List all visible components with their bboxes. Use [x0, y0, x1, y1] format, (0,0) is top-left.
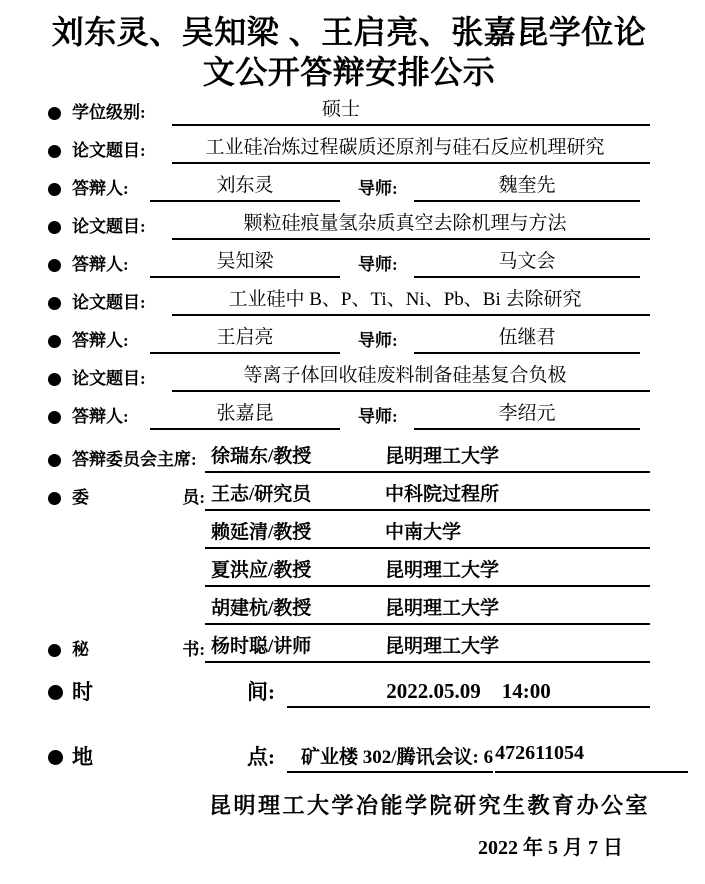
issuing-office: 昆明理工大学冶能学院研究生教育办公室 [208, 793, 650, 818]
advisor-label: 导师: [358, 331, 398, 351]
member-person: 夏洪应/教授 [211, 560, 312, 582]
secretary-value [205, 635, 650, 663]
secretary-person: 杨时聪/讲师 [211, 636, 312, 658]
bullet-col [48, 644, 72, 663]
thesis-row [48, 202, 650, 240]
bullet-icon [48, 259, 61, 272]
bullet-icon [48, 411, 61, 424]
thesis-label: 论文题目: [72, 293, 146, 313]
bullet-icon [48, 644, 61, 657]
member-org: 昆明理工大学 [385, 598, 500, 620]
advisor-label: 导师: [358, 407, 398, 427]
bullet-icon [48, 297, 61, 310]
bullet-icon [48, 454, 61, 467]
bullet-icon [48, 221, 61, 234]
issue-date: 2022 年 5 月 7 日 [478, 837, 623, 859]
secretary-label [72, 641, 205, 663]
secretary-label-last: 书: [182, 640, 205, 660]
bullet-icon [48, 145, 61, 158]
defender-row [48, 164, 650, 202]
committee-member-row [48, 511, 650, 549]
venue-text: 矿业楼 302/腾讯会议: 6 [287, 742, 493, 773]
secretary-row [48, 625, 650, 663]
defender-label: 答辩人: [72, 179, 129, 199]
defender-row [48, 392, 650, 430]
venue-label-last: 点: [247, 744, 275, 769]
member-value [205, 521, 650, 549]
advisor-label: 导师: [358, 255, 398, 275]
thesis-title: 等离子体回收硅废料制备硅基复合负极 [172, 364, 650, 392]
bullet-icon [48, 107, 61, 120]
time-value: 2022.05.09 14:00 [287, 678, 650, 708]
venue-label [72, 746, 275, 773]
page-title-line2: 文公开答辩安排公示 [202, 54, 496, 90]
advisor-name: 李绍元 [414, 402, 640, 430]
defender-row [48, 240, 650, 278]
bullet-col [48, 221, 72, 240]
bullet-col [48, 454, 72, 473]
member-label-first: 委 [72, 488, 89, 508]
bullet-col [48, 183, 72, 202]
defender-name: 张嘉昆 [150, 402, 340, 430]
committee-member-row [48, 549, 650, 587]
bullet-icon [48, 685, 63, 700]
bullet-icon [48, 750, 63, 765]
chair-label: 答辩委员会主席: [72, 450, 197, 470]
degree-label: 学位级别: [72, 103, 146, 123]
committee-member-row [48, 473, 650, 511]
secretary-label-first: 秘 [72, 640, 89, 660]
thesis-row [48, 126, 650, 164]
defender-name: 刘东灵 [150, 174, 340, 202]
degree-value: 硕士 [172, 98, 650, 126]
defender-label: 答辩人: [72, 407, 129, 427]
bullet-col [48, 685, 72, 708]
member-org: 中南大学 [385, 522, 462, 544]
advisor-name: 马文会 [414, 250, 640, 278]
member-label-last: 员: [182, 488, 205, 508]
bullet-col [48, 259, 72, 278]
advisor-label: 导师: [358, 179, 398, 199]
committee-chair-row [48, 430, 650, 473]
defender-row [48, 316, 650, 354]
member-person: 王志/研究员 [211, 484, 312, 506]
advisor-name: 伍继君 [414, 326, 640, 354]
time-label [72, 681, 275, 708]
bullet-col [48, 492, 72, 511]
defender-label: 答辩人: [72, 255, 129, 275]
bullet-col [48, 373, 72, 392]
time-label-last: 间: [247, 679, 275, 704]
committee-member-row [48, 587, 650, 625]
thesis-label: 论文题目: [72, 217, 146, 237]
bullet-icon [48, 492, 61, 505]
bullet-col [48, 297, 72, 316]
thesis-title: 颗粒硅痕量氢杂质真空去除机理与方法 [172, 212, 650, 240]
time-label-first: 时 [72, 679, 93, 704]
secretary-org: 昆明理工大学 [385, 636, 500, 658]
chair-org: 昆明理工大学 [385, 446, 500, 468]
venue-row [48, 708, 650, 773]
defender-name: 王启亮 [150, 326, 340, 354]
chair-person: 徐瑞东/教授 [211, 446, 312, 468]
thesis-row [48, 278, 650, 316]
bullet-col [48, 750, 72, 773]
member-value [205, 483, 650, 511]
advisor-name: 魏奎先 [414, 174, 640, 202]
member-org: 中科院过程所 [385, 484, 500, 506]
time-row [48, 663, 650, 708]
bullet-icon [48, 183, 61, 196]
page-title-line1: 刘东灵、吴知梁 、王启亮、张嘉昆学位论 [51, 14, 647, 50]
thesis-label: 论文题目: [72, 141, 146, 161]
thesis-title: 工业硅中 B、P、Ti、Ni、Pb、Bi 去除研究 [172, 288, 650, 316]
thesis-label: 论文题目: [72, 369, 146, 389]
bullet-col [48, 411, 72, 430]
member-person: 胡建杭/教授 [211, 598, 312, 620]
thesis-row [48, 354, 650, 392]
member-label [72, 489, 205, 511]
member-value [205, 559, 650, 587]
thesis-title: 工业硅冶炼过程碳质还原剂与硅石反应机理研究 [172, 136, 650, 164]
member-value [205, 597, 650, 625]
member-person: 赖延清/教授 [211, 522, 312, 544]
chair-value [205, 445, 650, 473]
member-org: 昆明理工大学 [385, 560, 500, 582]
defender-label: 答辩人: [72, 331, 129, 351]
defender-name: 吴知梁 [150, 250, 340, 278]
bullet-icon [48, 373, 61, 386]
bullet-col [48, 335, 72, 354]
venue-value [287, 742, 688, 773]
page-title [48, 12, 650, 92]
bullet-icon [48, 335, 61, 348]
bullet-col [48, 145, 72, 164]
venue-label-first: 地 [72, 744, 93, 769]
degree-row [48, 92, 650, 126]
bullet-col [48, 107, 72, 126]
venue-meeting-id: 472611054 [495, 742, 688, 773]
